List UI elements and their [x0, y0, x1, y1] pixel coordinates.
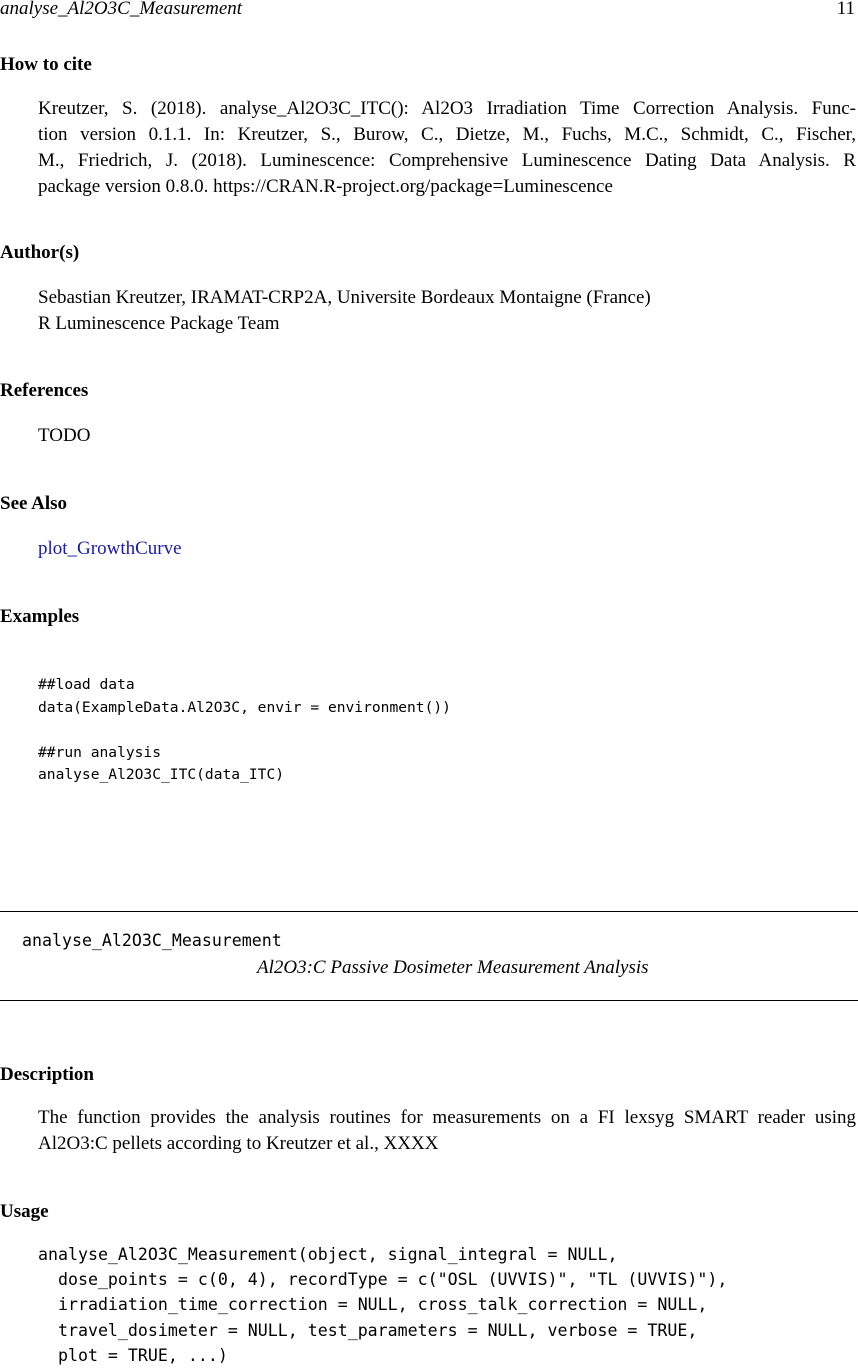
description-line: The function provides the analysis routines for measurements on a FI lexsyg SMART reader using [38, 1107, 856, 1128]
description-line: Al2O3:C pellets according to Kreutzer et al., XXXX [38, 1133, 439, 1154]
function-name: analyse_Al2O3C_Measurement [22, 931, 282, 950]
see-also-text [38, 536, 856, 562]
plot-growthcurve-link[interactable]: plot_GrowthCurve [38, 538, 182, 559]
author-line: Sebastian Kreutzer, IRAMAT-CRP2A, Universite Bordeaux Montaigne (France) [38, 287, 651, 308]
description-text [38, 1105, 856, 1157]
description-heading: Description [0, 1064, 94, 1085]
authors-heading: Author(s) [0, 242, 80, 263]
top-rule [0, 911, 858, 912]
how-to-cite-heading: How to cite [0, 54, 92, 75]
author-line: R Luminescence Package Team [38, 313, 280, 334]
citation-line: tion version 0.1.1. In: Kreutzer, S., Burow, C., Dietze, M., Fuchs, M.C., Schmidt, C., Fischer, [38, 124, 856, 145]
how-to-cite-text [38, 96, 856, 200]
usage-code: analyse_Al2O3C_Measurement(object, signal_integral = NULL, dose_points = c(0, 4), recordType = c("OSL (UVVIS)", "TL (UVVIS)"), irradiation_time_correction = NULL, cross_talk_correction = NULL, travel_dosimeter = NULL, test_parameters = NULL, verbose = TRUE, plot = TRUE, ...) [38, 1245, 728, 1365]
citation-line: Kreutzer, S. (2018). analyse_Al2O3C_ITC(): Al2O3 Irradiation Time Correction Analysis. Func- [38, 98, 856, 119]
bottom-rule [0, 1000, 858, 1001]
function-title: Al2O3:C Passive Dosimeter Measurement Analysis [257, 957, 649, 978]
citation-line: package version 0.8.0. https://CRAN.R-project.org/package=Luminescence [38, 176, 613, 197]
examples-heading: Examples [0, 606, 80, 627]
see-also-heading: See Also [0, 493, 68, 514]
running-title: analyse_Al2O3C_Measurement [0, 0, 243, 19]
page-number: 11 [836, 0, 855, 19]
usage-heading: Usage [0, 1201, 49, 1222]
citation-line: M., Friedrich, J. (2018). Luminescence: Comprehensive Luminescence Dating Data Analysis. R [38, 150, 856, 171]
references-heading: References [0, 380, 89, 401]
authors-text [38, 285, 856, 337]
references-text: TODO [38, 425, 91, 446]
examples-code: ##load data data(ExampleData.Al2O3C, envir = environment()) ##run analysis analyse_Al2O3C_ITC(data_ITC) [38, 676, 451, 783]
